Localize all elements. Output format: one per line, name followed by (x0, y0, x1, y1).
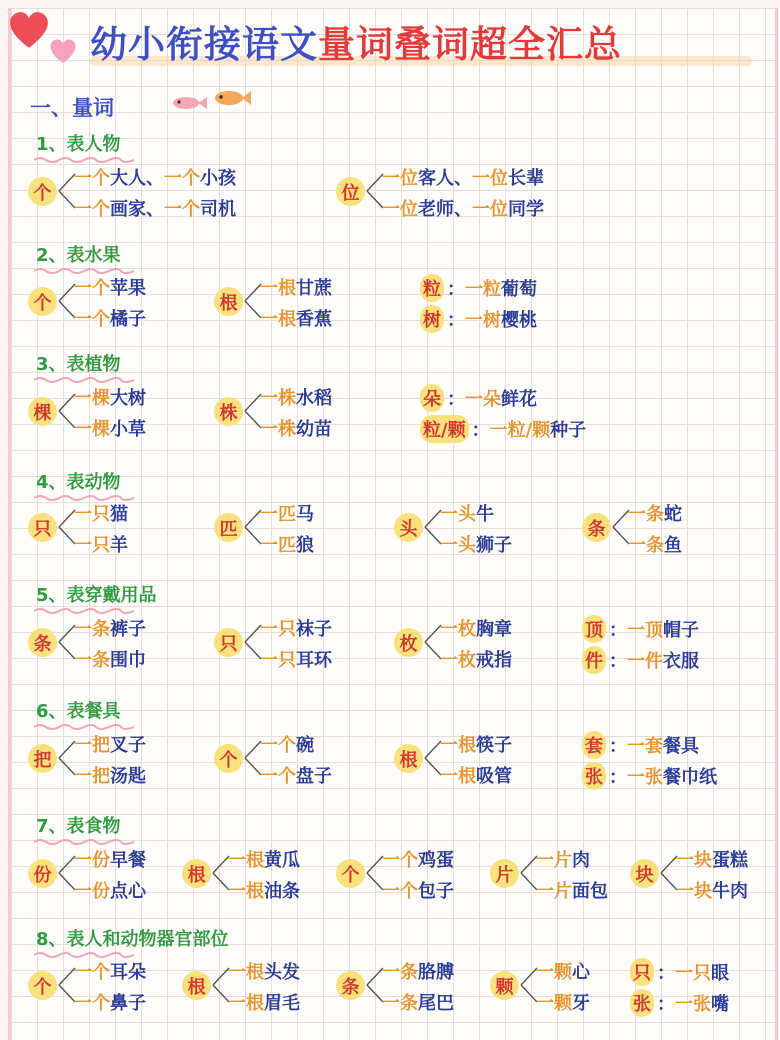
single-line-li-ke: 粒/颗 ： 一粒/颗 种子 (420, 415, 586, 443)
example-line: 一匹狼 (260, 535, 314, 556)
wave-underline (34, 723, 134, 731)
example-line: 一块牛肉 (676, 881, 748, 902)
example-line: 一个盘子 (260, 766, 332, 787)
example-line: 一条鱼 (628, 535, 682, 556)
example-line: 一条蛇 (628, 504, 682, 525)
measure-word-badge: 根 (182, 971, 211, 1000)
wave-underline (34, 838, 134, 846)
example-line: 一片肉 (536, 850, 590, 871)
category-body-parts: 8、表人和动物器官部位 (36, 925, 229, 951)
measure-word-badge: 个 (28, 971, 57, 1000)
measure-word-badge: 份 (28, 859, 57, 888)
measure-word-badge: 个 (214, 744, 243, 773)
single-line-zhi-eye: 只 ： 一只 眼 (630, 958, 729, 986)
category-wearables: 5、表穿戴用品 (36, 581, 157, 607)
example-line: 一份早餐 (74, 850, 146, 871)
example-line: 一个大人、一个小孩 (74, 168, 236, 189)
title-part-1: 幼小衔接语文 (90, 23, 318, 66)
single-line-duo: 朵 ： 一朵 鲜花 (420, 384, 537, 412)
example-line: 一匹马 (260, 504, 314, 525)
example-line: 一条胳膊 (382, 962, 454, 983)
section-heading: 一、量词 (30, 96, 114, 120)
example-line: 一条裤子 (74, 619, 146, 640)
single-line-zhang: 张 ： 一张 餐巾纸 (582, 762, 717, 790)
category-plants: 3、表植物 (36, 350, 121, 376)
example-line: 一只猫 (74, 504, 128, 525)
single-line-ding: 顶 ： 一顶 帽子 (582, 615, 699, 643)
pink-fish-icon (170, 94, 208, 112)
example-line: 一根眉毛 (228, 993, 300, 1014)
example-line: 一根甘蔗 (260, 278, 332, 299)
measure-word-badge: 只 (214, 628, 243, 657)
measure-word-badge: 位 (336, 177, 365, 206)
example-line: 一把汤匙 (74, 766, 146, 787)
example-line: 一根黄瓜 (228, 850, 300, 871)
measure-word-badge: 匹 (214, 513, 243, 542)
measure-word-badge: 个 (336, 859, 365, 888)
example-line: 一个包子 (382, 881, 454, 902)
category-fruits: 2、表水果 (36, 241, 121, 267)
measure-word-badge: 个 (28, 287, 57, 316)
example-line: 一个苹果 (74, 278, 146, 299)
measure-word-badge: 把 (28, 744, 57, 773)
measure-word-badge: 株 (214, 397, 243, 426)
example-line: 一根筷子 (440, 735, 512, 756)
single-line-shu: 树 ： 一树 樱桃 (420, 305, 537, 333)
wave-underline (34, 607, 134, 615)
category-animals: 4、表动物 (36, 468, 121, 494)
example-line: 一只耳环 (260, 650, 332, 671)
category-food: 7、表食物 (36, 812, 121, 838)
example-line: 一只羊 (74, 535, 128, 556)
single-line-tao: 套 ： 一套 餐具 (582, 731, 699, 759)
wave-underline (34, 156, 134, 164)
measure-word-badge: 块 (630, 859, 659, 888)
example-line: 一条围巾 (74, 650, 146, 671)
example-line: 一颗心 (536, 962, 590, 983)
measure-word-badge: 条 (336, 971, 365, 1000)
example-line: 一枚胸章 (440, 619, 512, 640)
measure-word-badge: 条 (28, 628, 57, 657)
example-line: 一位老师、一位同学 (382, 199, 544, 220)
example-line: 一根吸管 (440, 766, 512, 787)
measure-word-badge: 棵 (28, 397, 57, 426)
example-line: 一棵大树 (74, 388, 146, 409)
example-line: 一头牛 (440, 504, 494, 525)
example-line: 一株幼苗 (260, 419, 332, 440)
example-line: 一个鼻子 (74, 993, 146, 1014)
example-line: 一把叉子 (74, 735, 146, 756)
example-line: 一只袜子 (260, 619, 332, 640)
measure-word-badge: 只 (28, 513, 57, 542)
wave-underline (34, 376, 134, 384)
category-tableware: 6、表餐具 (36, 697, 121, 723)
orange-fish-icon (212, 88, 252, 108)
single-line-li: 粒 ： 一粒 葡萄 (420, 274, 537, 302)
measure-word-badge: 个 (28, 177, 57, 206)
measure-word-badge: 根 (394, 744, 423, 773)
title-part-2: 量词叠词超全汇总 (318, 23, 622, 66)
example-line: 一枚戒指 (440, 650, 512, 671)
example-line: 一块蛋糕 (676, 850, 748, 871)
example-line: 一棵小草 (74, 419, 146, 440)
page-title (90, 14, 622, 68)
example-line: 一株水稻 (260, 388, 332, 409)
example-line: 一根香蕉 (260, 309, 332, 330)
measure-word-badge: 片 (490, 859, 519, 888)
example-line: 一份点心 (74, 881, 146, 902)
example-line: 一位客人、一位长辈 (382, 168, 544, 189)
measure-word-badge: 头 (394, 513, 423, 542)
example-line: 一根油条 (228, 881, 300, 902)
measure-word-badge: 枚 (394, 628, 423, 657)
example-line: 一条尾巴 (382, 993, 454, 1014)
example-line: 一片面包 (536, 881, 608, 902)
measure-word-badge: 颗 (490, 971, 519, 1000)
example-line: 一个碗 (260, 735, 314, 756)
measure-word-badge: 根 (214, 287, 243, 316)
example-line: 一颗牙 (536, 993, 590, 1014)
example-line: 一个鸡蛋 (382, 850, 454, 871)
measure-word-badge: 条 (582, 513, 611, 542)
example-line: 一个画家、一个司机 (74, 199, 236, 220)
measure-word-badge: 根 (182, 859, 211, 888)
single-line-zhang-mouth: 张 ： 一张 嘴 (630, 989, 729, 1017)
example-line: 一根头发 (228, 962, 300, 983)
heart-icon (8, 10, 50, 52)
example-line: 一头狮子 (440, 535, 512, 556)
example-line: 一个耳朵 (74, 962, 146, 983)
example-line: 一个橘子 (74, 309, 146, 330)
category-people: 1、表人物 (36, 130, 121, 156)
small-heart-icon (48, 38, 78, 66)
single-line-jian: 件 ： 一件 衣服 (582, 646, 699, 674)
